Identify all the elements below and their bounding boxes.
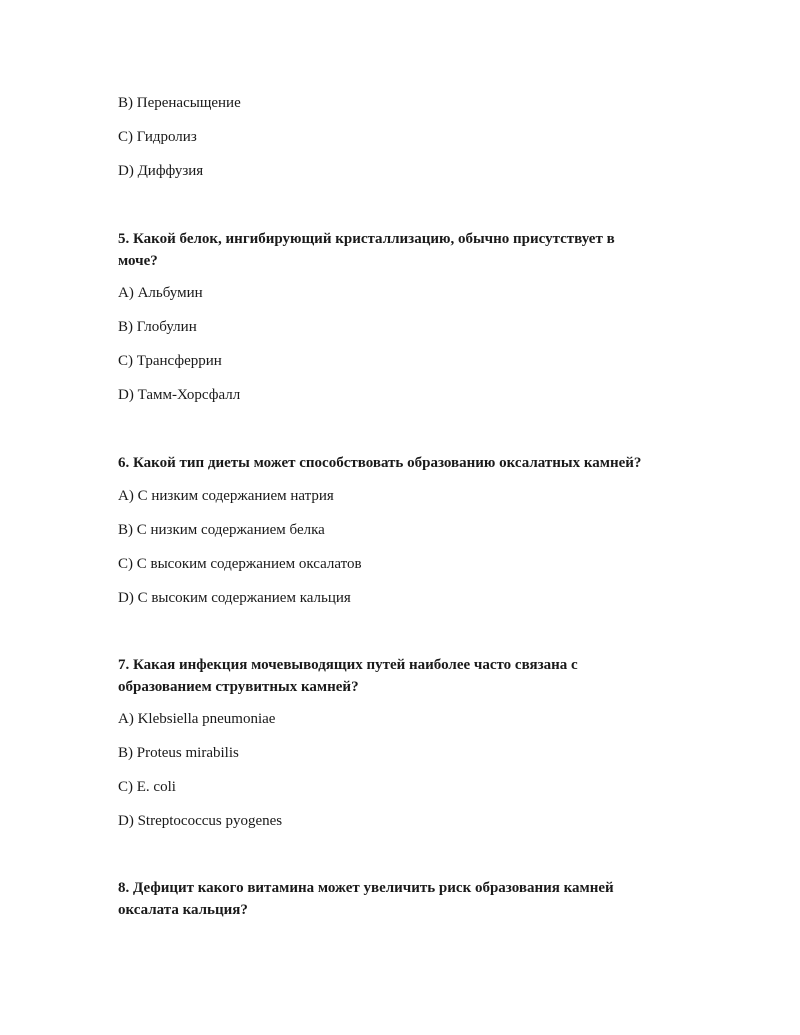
answer-option: A) Klebsiella pneumoniae [118,711,276,727]
answer-option: B) Глобулин [118,319,197,335]
question-7-text-cont: образованием струвитных камней? [118,679,359,695]
question-5-text: 5. Какой белок, ингибирующий кристаллизацию, обычно присутствует в [118,231,615,247]
answer-option: A) Альбумин [118,285,203,301]
question-8-text: 8. Дефицит какого витамина может увеличить риск образования камней [118,880,614,896]
answer-option: D) С высоким содержанием кальция [118,590,351,606]
question-8-text-cont: оксалата кальция? [118,902,248,918]
answer-option: D) Диффузия [118,163,204,179]
answer-option: B) Перенасыщение [118,95,241,111]
question-6-text: 6. Какой тип диеты может способствовать образованию оксалатных камней? [118,455,642,471]
answer-option: C) E. coli [118,779,176,795]
answer-option: B) Proteus mirabilis [118,745,239,761]
question-5-text-cont: моче? [118,253,158,269]
question-7-text: 7. Какая инфекция мочевыводящих путей наиболее часто связана с [118,657,578,673]
answer-option: C) Трансферрин [118,353,222,369]
answer-option: C) Гидролиз [118,129,197,145]
answer-option: A) С низким содержанием натрия [118,488,334,504]
answer-option: D) Streptococcus pyogenes [118,813,283,829]
answer-option: C) С высоким содержанием оксалатов [118,556,362,572]
answer-option: B) С низким содержанием белка [118,522,325,538]
answer-option: D) Тамм-Хорсфалл [118,387,241,403]
